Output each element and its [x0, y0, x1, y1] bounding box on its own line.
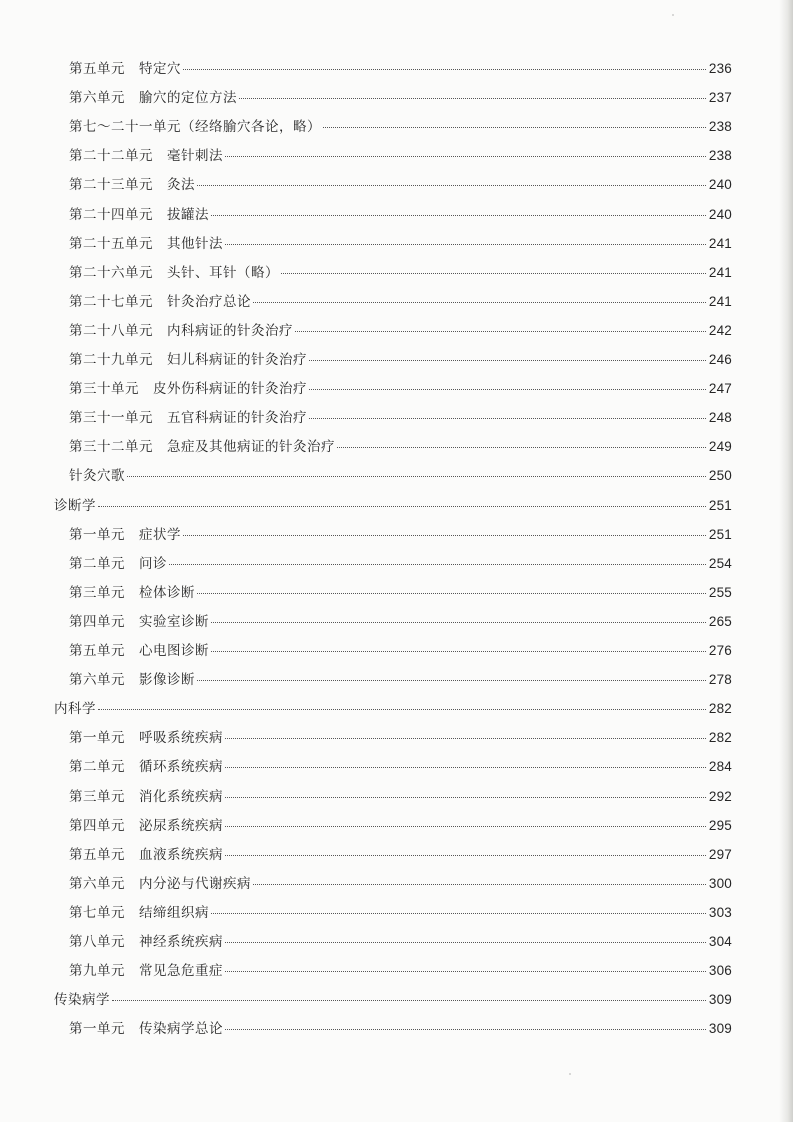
toc-entry[interactable]	[69, 435, 732, 459]
toc-dot-leader	[98, 505, 706, 507]
toc-entry-unit: 第八单元	[69, 934, 125, 950]
toc-entry[interactable]	[69, 464, 732, 488]
toc-entry[interactable]	[69, 814, 732, 838]
toc-entry-unit: 第二十二单元	[69, 148, 153, 165]
toc-entry-unit: 诊断学	[54, 497, 96, 514]
toc-entry[interactable]	[69, 726, 732, 750]
toc-entry-unit: 第二十六单元	[69, 264, 153, 281]
toc-entry-title: 常见急危重症	[139, 963, 223, 980]
toc-entry[interactable]	[69, 203, 732, 227]
toc-entry-title: 毫针刺法	[167, 148, 223, 165]
toc-dot-leader	[225, 796, 706, 798]
toc-entry[interactable]	[69, 290, 732, 314]
toc-entry-title: 腧穴的定位方法	[139, 90, 237, 107]
toc-entry-title: 问诊	[139, 555, 167, 572]
toc-dot-leader	[211, 650, 706, 652]
toc-entry-title: 传染病学总论	[139, 1021, 223, 1038]
toc-entry[interactable]	[69, 144, 732, 168]
toc-entry-page-number: 246	[708, 352, 732, 367]
toc-entry-page-number: 254	[708, 555, 732, 571]
toc-dot-leader	[225, 155, 706, 157]
toc-dot-leader	[295, 330, 706, 332]
toc-entry-page-number: 300	[708, 875, 732, 891]
toc-entry-unit: 第五单元	[69, 643, 125, 659]
toc-dot-leader	[225, 737, 706, 739]
toc-entry-title: 消化系统疾病	[139, 788, 223, 805]
toc-entry-title: 五官科病证的针灸治疗	[167, 410, 307, 427]
toc-entry-title: 结缔组织病	[139, 904, 209, 921]
toc-entry-unit: 第一单元	[69, 1021, 125, 1038]
toc-dot-leader	[225, 1028, 706, 1030]
toc-entry-unit: 第九单元	[69, 963, 125, 980]
toc-entry[interactable]	[69, 755, 732, 779]
toc-entry-page-number: 255	[708, 584, 732, 600]
toc-entry-page-number: 250	[708, 468, 732, 484]
toc-entry-title: 泌尿系统疾病	[139, 817, 223, 834]
toc-entry-page-number: 240	[708, 206, 732, 222]
toc-entry-unit: 第六单元	[69, 875, 125, 892]
toc-entry-title: 实验室诊断	[139, 613, 209, 630]
toc-entry-page-number: 306	[708, 963, 732, 979]
toc-entry-title: 特定穴	[139, 61, 181, 77]
toc-entry-page-number: 238	[708, 119, 732, 135]
toc-dot-leader	[197, 592, 706, 594]
toc-entry[interactable]	[69, 785, 732, 809]
toc-entry-page-number: 237	[708, 90, 732, 106]
toc-entry-unit: 第二单元	[69, 555, 125, 572]
toc-entry-unit: 第二十四单元	[69, 206, 153, 223]
toc-entry[interactable]	[69, 523, 732, 547]
toc-entry[interactable]	[69, 639, 732, 663]
toc-entry-unit: 第七～二十一单元（经络腧穴各论，略）	[69, 119, 321, 136]
toc-entry-page-number: 238	[708, 148, 732, 164]
toc-entry-page-number: 248	[708, 410, 732, 426]
toc-dot-leader	[211, 214, 706, 216]
toc-entry-page-number: 304	[708, 934, 732, 949]
toc-dot-leader	[211, 912, 706, 914]
toc-dot-leader	[197, 679, 706, 681]
toc-entry-title: 急症及其他病证的针灸治疗	[167, 439, 335, 456]
toc-dot-leader	[337, 446, 706, 448]
toc-entry-unit: 第三十一单元	[69, 410, 153, 427]
toc-entry-unit: 内科学	[54, 701, 96, 718]
toc-entry[interactable]	[69, 610, 732, 634]
toc-dot-leader	[225, 854, 706, 856]
toc-entry[interactable]	[69, 261, 732, 285]
toc-entry-page-number: 265	[708, 613, 732, 629]
toc-entry-title: 心电图诊断	[139, 643, 209, 659]
toc-entry-title: 内分泌与代谢疾病	[139, 875, 251, 892]
toc-dot-leader	[183, 68, 706, 70]
toc-entry-unit: 第二单元	[69, 759, 125, 776]
toc-entry-unit: 针灸穴歌	[69, 468, 125, 485]
toc-entry-unit: 第六单元	[69, 90, 125, 107]
toc-entry-unit: 第三单元	[69, 788, 125, 805]
toc-dot-leader	[225, 970, 706, 972]
toc-entry[interactable]	[69, 115, 732, 139]
toc-entry-title: 呼吸系统疾病	[139, 730, 223, 747]
toc-dot-leader	[281, 272, 706, 274]
toc-dot-leader	[225, 941, 706, 943]
toc-dot-leader	[253, 883, 706, 885]
toc-dot-leader	[169, 563, 706, 565]
toc-entry[interactable]	[69, 86, 732, 110]
toc-dot-leader	[225, 766, 706, 768]
toc-entry[interactable]	[69, 843, 732, 867]
toc-entry-page-number: 292	[708, 788, 732, 804]
toc-entry-page-number: 241	[708, 235, 732, 251]
toc-dot-leader	[225, 243, 706, 245]
toc-entry-unit: 第二十八单元	[69, 322, 153, 339]
toc-entry-title: 针灸治疗总论	[167, 293, 251, 310]
toc-entry-page-number: 309	[708, 992, 732, 1008]
toc-entry[interactable]	[69, 552, 732, 576]
toc-entry[interactable]	[69, 930, 732, 954]
toc-entry-page-number: 282	[708, 701, 732, 717]
toc-entry-page-number: 247	[708, 381, 732, 397]
toc-entry-page-number: 241	[708, 264, 732, 280]
toc-entry-page-number: 284	[708, 759, 732, 775]
toc-entry[interactable]	[69, 173, 732, 197]
toc-entry-page-number: 249	[708, 439, 732, 455]
toc-entry[interactable]	[69, 348, 732, 372]
toc-entry-unit: 第四单元	[69, 613, 125, 630]
toc-dot-leader	[309, 388, 706, 390]
toc-entry-title: 症状学	[139, 526, 181, 543]
toc-entry-page-number: 276	[708, 643, 732, 658]
toc-entry-unit: 传染病学	[54, 992, 110, 1009]
toc-entry-unit: 第三十二单元	[69, 439, 153, 456]
toc-entry-page-number: 242	[708, 322, 732, 338]
toc-entry[interactable]	[69, 581, 732, 605]
toc-dot-leader	[98, 708, 706, 710]
toc-dot-leader	[197, 184, 706, 186]
toc-entry-page-number: 309	[708, 1021, 732, 1037]
toc-entry-page-number: 251	[708, 497, 732, 513]
toc-entry-unit: 第五单元	[69, 846, 125, 863]
toc-entry-unit: 第三单元	[69, 584, 125, 601]
toc-entry-title: 循环系统疾病	[139, 759, 223, 776]
toc-entry-unit: 第二十五单元	[69, 235, 153, 252]
toc-entry-unit: 第一单元	[69, 526, 125, 543]
toc-entry-unit: 第二十三单元	[69, 177, 153, 194]
toc-dot-leader	[323, 126, 706, 128]
toc-dot-leader	[211, 621, 706, 623]
toc-dot-leader	[239, 97, 706, 99]
toc-dot-leader	[225, 825, 706, 827]
toc-entry-title: 妇儿科病证的针灸治疗	[167, 352, 307, 368]
toc-entry[interactable]	[69, 319, 732, 343]
toc-entry-page-number: 251	[708, 526, 732, 542]
toc-entry[interactable]	[54, 988, 732, 1012]
toc-entry[interactable]	[54, 494, 732, 518]
toc-entry-page-number: 240	[708, 177, 732, 193]
toc-dot-leader	[253, 301, 706, 303]
toc-entry[interactable]	[69, 872, 732, 896]
toc-entry-page-number: 278	[708, 672, 732, 688]
toc-entry-unit: 第三十单元	[69, 381, 139, 398]
toc-entry-unit: 第四单元	[69, 817, 125, 834]
toc-entry-page-number: 297	[708, 846, 732, 862]
toc-dot-leader	[309, 359, 706, 361]
toc-entry[interactable]	[69, 1017, 732, 1041]
toc-entry[interactable]	[69, 377, 732, 401]
toc-entry-title: 拔罐法	[167, 206, 209, 223]
toc-entry[interactable]	[69, 232, 732, 256]
toc-entry-page-number: 241	[708, 293, 732, 309]
toc-entry[interactable]	[69, 406, 732, 430]
toc-dot-leader	[127, 475, 706, 477]
toc-dot-leader	[309, 417, 706, 419]
toc-entry-title: 神经系统疾病	[139, 934, 223, 950]
toc-entry-page-number: 282	[708, 730, 732, 746]
toc-entry-title: 内科病证的针灸治疗	[167, 322, 293, 339]
toc-entry-unit: 第二十九单元	[69, 352, 153, 368]
toc-entry-title: 血液系统疾病	[139, 846, 223, 863]
toc-entry[interactable]	[69, 57, 732, 81]
toc-entry-title: 其他针法	[167, 235, 223, 252]
toc-entry-page-number: 236	[708, 61, 732, 76]
toc-entry-title: 影像诊断	[139, 672, 195, 689]
toc-entry-unit: 第六单元	[69, 672, 125, 689]
toc-dot-leader	[112, 999, 706, 1001]
toc-dot-leader	[183, 534, 706, 536]
toc-entry-page-number: 295	[708, 817, 732, 833]
toc-entry-unit: 第一单元	[69, 730, 125, 747]
toc-entry-title: 皮外伤科病证的针灸治疗	[153, 381, 307, 398]
toc-entry-unit: 第五单元	[69, 61, 125, 77]
toc-entry[interactable]	[69, 959, 732, 983]
toc-entry-unit: 第二十七单元	[69, 293, 153, 310]
toc-entry[interactable]	[69, 901, 732, 925]
toc-entry-unit: 第七单元	[69, 904, 125, 921]
toc-entry-title: 检体诊断	[139, 584, 195, 601]
toc-entry[interactable]	[69, 668, 732, 692]
toc-entry-page-number: 303	[708, 904, 732, 920]
toc-entry-title: 头针、耳针（略）	[167, 264, 279, 281]
toc-entry[interactable]	[54, 697, 732, 721]
toc-entry-title: 灸法	[167, 177, 195, 194]
